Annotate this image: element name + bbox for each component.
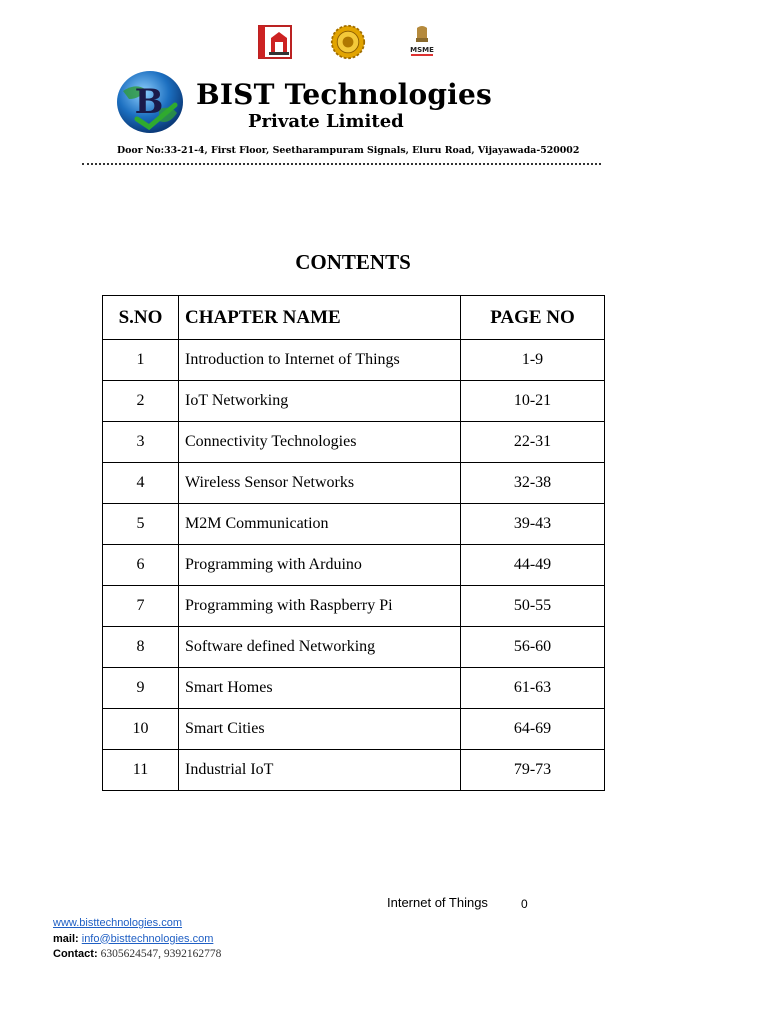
svg-text:B: B bbox=[134, 82, 164, 122]
company-address: Door No:33-21-4, First Floor, Seetharampuram Signals, Eluru Road, Vijayawada-520002 bbox=[117, 145, 580, 156]
row-chapter-name: Software defined Networking bbox=[179, 627, 461, 668]
header-page-no: PAGE NO bbox=[461, 296, 605, 340]
row-page-range: 10-21 bbox=[461, 381, 605, 422]
header-sno: S.NO bbox=[103, 296, 179, 340]
row-chapter-name: Introduction to Internet of Things bbox=[179, 340, 461, 381]
row-chapter-name: Connectivity Technologies bbox=[179, 422, 461, 463]
row-sno: 11 bbox=[103, 750, 179, 791]
row-chapter-name: Industrial IoT bbox=[179, 750, 461, 791]
table-row bbox=[103, 545, 605, 586]
row-chapter-name: Smart Homes bbox=[179, 668, 461, 709]
contact-label: Contact: bbox=[53, 948, 98, 960]
mail-link[interactable]: info@bisttechnologies.com bbox=[81, 932, 214, 945]
row-sno: 3 bbox=[103, 422, 179, 463]
row-sno: 10 bbox=[103, 709, 179, 750]
row-page-range: 22-31 bbox=[461, 422, 605, 463]
row-page-range: 61-63 bbox=[461, 668, 605, 709]
row-sno: 1 bbox=[103, 340, 179, 381]
row-chapter-name: M2M Communication bbox=[179, 504, 461, 545]
row-chapter-name: Programming with Raspberry Pi bbox=[179, 586, 461, 627]
row-sno: 6 bbox=[103, 545, 179, 586]
table-row bbox=[103, 668, 605, 709]
institute-crest-logo bbox=[257, 24, 293, 60]
row-page-range: 44-49 bbox=[461, 545, 605, 586]
row-sno: 8 bbox=[103, 627, 179, 668]
table-row bbox=[103, 504, 605, 545]
footer-document-title: Internet of Things bbox=[387, 895, 488, 910]
mail-label: mail: bbox=[53, 932, 79, 945]
row-sno: 4 bbox=[103, 463, 179, 504]
row-sno: 5 bbox=[103, 504, 179, 545]
row-page-range: 1-9 bbox=[461, 340, 605, 381]
table-row bbox=[103, 709, 605, 750]
table-row bbox=[103, 627, 605, 668]
row-chapter-name: Wireless Sensor Networks bbox=[179, 463, 461, 504]
header-chapter-name: CHAPTER NAME bbox=[179, 296, 461, 340]
row-page-range: 32-38 bbox=[461, 463, 605, 504]
msme-emblem-logo bbox=[405, 24, 439, 60]
table-row bbox=[103, 750, 605, 791]
footer-contact-block bbox=[53, 916, 221, 963]
row-sno: 2 bbox=[103, 381, 179, 422]
row-page-range: 64-69 bbox=[461, 709, 605, 750]
row-page-range: 79-73 bbox=[461, 750, 605, 791]
website-link[interactable]: www.bisttechnologies.com bbox=[53, 917, 183, 929]
company-suffix: Private Limited bbox=[248, 111, 404, 132]
contact-numbers: 6305624547, 9392162778 bbox=[100, 948, 222, 960]
company-name: BIST Technologies bbox=[196, 78, 492, 111]
table-row bbox=[103, 340, 605, 381]
row-chapter-name: IoT Networking bbox=[179, 381, 461, 422]
row-chapter-name: Programming with Arduino bbox=[179, 545, 461, 586]
row-chapter-name: Smart Cities bbox=[179, 709, 461, 750]
svg-text:MSME: MSME bbox=[410, 46, 434, 54]
contents-table bbox=[102, 295, 605, 791]
table-header-row bbox=[103, 296, 605, 340]
row-page-range: 39-43 bbox=[461, 504, 605, 545]
table-row bbox=[103, 381, 605, 422]
row-page-range: 50-55 bbox=[461, 586, 605, 627]
row-sno: 7 bbox=[103, 586, 179, 627]
table-row bbox=[103, 422, 605, 463]
header-divider bbox=[82, 163, 601, 165]
table-row bbox=[103, 586, 605, 627]
company-globe-logo bbox=[115, 69, 185, 135]
footer-page-number: 0 bbox=[521, 897, 528, 911]
row-page-range: 56-60 bbox=[461, 627, 605, 668]
row-sno: 9 bbox=[103, 668, 179, 709]
table-row bbox=[103, 463, 605, 504]
contents-table-body bbox=[103, 340, 605, 791]
gear-seal-logo bbox=[328, 24, 368, 60]
contents-title: CONTENTS bbox=[295, 250, 411, 274]
